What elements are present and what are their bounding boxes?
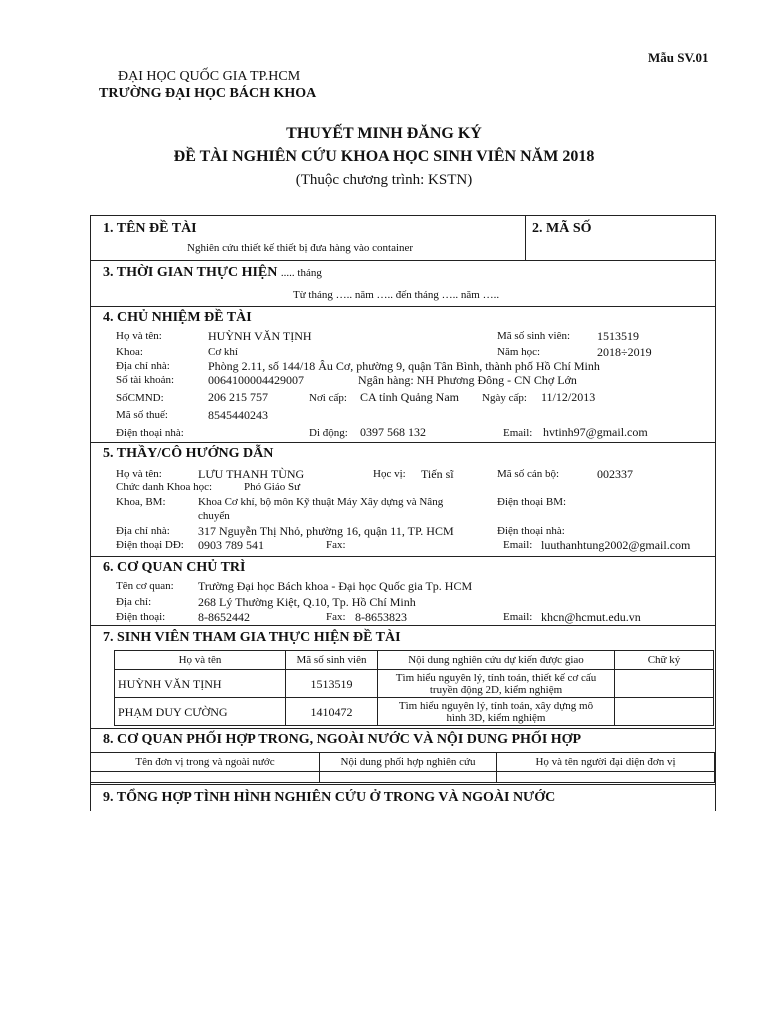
partners-table <box>90 752 715 783</box>
advisor-staff-id-label: Mã số cán bộ: <box>497 468 560 480</box>
leader-name: HUỲNH VĂN TỊNH <box>208 329 312 343</box>
divider <box>90 260 715 261</box>
participant-task <box>378 698 615 726</box>
advisor-dept: Khoa Cơ khí, bộ môn Kỹ thuật Máy Xây dựng và Nâng <box>198 496 444 508</box>
leader-issued-place-label: Nơi cấp: <box>309 392 347 404</box>
table-row <box>91 772 715 783</box>
task-line: hình 3D, kiểm nghiệm <box>446 711 546 724</box>
column-header-task: Nội dung nghiên cứu dự kiến được giao <box>378 651 615 670</box>
advisor-name-label: Họ và tên: <box>116 468 162 480</box>
column-header-partner-unit: Tên đơn vị trong và ngoài nước <box>91 753 320 772</box>
advisor-office-phone-label: Điện thoại BM: <box>497 496 567 508</box>
section-title-5: 5. THẦY/CÔ HƯỚNG DẪN <box>103 446 274 461</box>
section-title-2: 2. MÃ SỐ <box>532 221 592 236</box>
leader-issued-place: CA tỉnh Quảng Nam <box>360 390 459 404</box>
leader-tax: 8545440243 <box>208 408 268 422</box>
section-title-6: 6. CƠ QUAN CHỦ TRÌ <box>103 560 246 575</box>
column-header-partner-content: Nội dung phối hợp nghiên cứu <box>320 753 497 772</box>
advisor-degree: Tiến sĩ <box>421 467 454 481</box>
divider <box>90 625 715 626</box>
form-code: Mẫu SV.01 <box>648 50 709 65</box>
advisor-name: LƯU THANH TÙNG <box>198 467 305 481</box>
leader-email-label: Email: <box>503 427 533 439</box>
leader-mobile: 0397 568 132 <box>360 425 426 439</box>
divider <box>90 728 715 729</box>
divider <box>90 306 715 307</box>
leader-issued-date-label: Ngày cấp: <box>482 392 527 404</box>
advisor-mobile: 0903 789 541 <box>198 538 264 552</box>
advisor-address-label: Địa chỉ nhà: <box>116 525 170 537</box>
divider <box>90 442 715 443</box>
partner-content-cell <box>320 772 497 783</box>
column-header-name: Họ và tên <box>115 651 286 670</box>
leader-bank: Ngân hàng: NH Phương Đông - CN Chợ Lớn <box>358 373 577 387</box>
table-row <box>115 670 714 698</box>
participant-id: 1410472 <box>286 698 378 726</box>
leader-faculty: Cơ khí <box>208 346 238 358</box>
program-note: (Thuộc chương trình: KSTN) <box>295 172 473 188</box>
advisor-email-label: Email: <box>503 539 533 551</box>
host-address-label: Địa chỉ: <box>116 596 152 608</box>
leader-home-phone-label: Điện thoại nhà: <box>116 427 184 439</box>
leader-account-label: Số tài khoản: <box>116 374 175 386</box>
duration-range: Từ tháng ….. năm ….. đến tháng ….. năm ….. <box>293 289 500 301</box>
leader-id-label: SốCMND: <box>116 392 164 404</box>
host-org: Trường Đại học Bách khoa - Đại học Quốc gia Tp. HCM <box>198 579 473 593</box>
leader-email: hvtinh97@gmail.com <box>543 425 648 439</box>
leader-address-label: Địa chỉ nhà: <box>116 360 170 372</box>
advisor-degree-label: Học vị: <box>373 468 406 480</box>
host-email-label: Email: <box>503 611 533 623</box>
advisor-mobile-label: Điện thoại DĐ: <box>116 539 184 551</box>
document-title: THUYẾT MINH ĐĂNG KÝ <box>286 125 482 142</box>
advisor-title: Phó Giáo Sư <box>244 481 301 493</box>
host-email: khcn@hcmut.edu.vn <box>541 610 641 624</box>
divider <box>90 556 715 557</box>
host-address: 268 Lý Thường Kiệt, Q.10, Tp. Hồ Chí Minh <box>198 595 416 609</box>
host-org-label: Tên cơ quan: <box>116 580 174 592</box>
section-title-3 <box>103 265 322 281</box>
task-line: truyền động 2D, kiểm nghiệm <box>429 683 563 696</box>
advisor-home-phone-label: Điện thoại nhà: <box>497 525 565 537</box>
host-phone-label: Điện thoại: <box>116 611 166 623</box>
task-line: Tìm hiểu nguyên lý, tính toán, xây dựng mô <box>398 699 594 712</box>
section-title-9: 9. TỔNG HỢP TÌNH HÌNH NGHIÊN CỨU Ở TRONG VÀ NGOÀI NƯỚC <box>103 790 556 805</box>
advisor-dept-label: Khoa, BM: <box>116 496 166 508</box>
host-phone: 8-8652442 <box>198 610 250 624</box>
participants-table <box>114 650 714 726</box>
table-row <box>115 698 714 726</box>
section-3-heading: 3. THỜI GIAN THỰC HIỆN <box>103 265 278 280</box>
advisor-title-label: Chức danh Khoa học: <box>116 481 213 493</box>
participant-name: PHẠM DUY CƯỜNG <box>115 698 286 726</box>
partner-rep-cell <box>497 772 715 783</box>
advisor-email: luuthanhtung2002@gmail.com <box>541 538 691 552</box>
leader-year: 2018÷2019 <box>597 345 652 359</box>
section-title-1: 1. TÊN ĐỀ TÀI <box>103 221 197 236</box>
advisor-fax-label: Fax: <box>326 539 346 551</box>
host-fax-label: Fax: <box>326 611 346 623</box>
leader-student-id: 1513519 <box>597 329 639 343</box>
participant-signature <box>615 698 714 726</box>
advisor-dept-cont: chuyển <box>198 510 230 522</box>
school-name: TRƯỜNG ĐẠI HỌC BÁCH KHOA <box>99 86 317 101</box>
advisor-staff-id: 002337 <box>597 467 633 481</box>
divider <box>525 215 526 260</box>
table-header-row <box>115 651 714 670</box>
university-name: ĐẠI HỌC QUỐC GIA TP.HCM <box>118 69 301 84</box>
participant-name: HUỲNH VĂN TỊNH <box>115 670 286 698</box>
column-header-signature: Chữ ký <box>615 651 714 670</box>
leader-id-number: 206 215 757 <box>208 390 268 404</box>
document-subtitle: ĐỀ TÀI NGHIÊN CỨU KHOA HỌC SINH VIÊN NĂM 2018 <box>173 148 595 165</box>
task-line: Tìm hiểu nguyên lý, tính toán, thiết kế cơ cấu <box>395 671 597 684</box>
leader-issued-date: 11/12/2013 <box>541 390 596 404</box>
leader-tax-label: Mã số thuế: <box>116 409 168 421</box>
participant-task <box>378 670 615 698</box>
leader-year-label: Năm học: <box>497 346 541 358</box>
leader-faculty-label: Khoa: <box>116 346 143 358</box>
leader-name-label: Họ và tên: <box>116 330 162 342</box>
leader-account: 0064100004429007 <box>208 373 304 387</box>
leader-address: Phòng 2.11, số 144/18 Âu Cơ, phường 9, quận Tân Bình, thành phố Hồ Chí Minh <box>208 359 600 373</box>
host-fax: 8-8653823 <box>355 610 407 624</box>
section-title-7: 7. SINH VIÊN THAM GIA THỰC HIỆN ĐỀ TÀI <box>103 630 401 645</box>
table-header-row <box>91 753 715 772</box>
leader-student-id-label: Mã số sinh viên: <box>497 330 571 342</box>
section-title-8: 8. CƠ QUAN PHỐI HỢP TRONG, NGOÀI NƯỚC VÀ NỘI DUNG PHỐI HỢP <box>103 732 582 747</box>
leader-mobile-label: Di động: <box>309 427 348 439</box>
duration-months: ..... tháng <box>280 267 322 279</box>
project-title: Nghiên cứu thiết kế thiết bị đưa hàng vào container <box>187 242 414 254</box>
column-header-student-id: Mã số sinh viên <box>286 651 378 670</box>
divider <box>90 784 715 785</box>
advisor-address: 317 Nguyễn Thị Nhỏ, phường 16, quận 11, TP. HCM <box>198 524 454 538</box>
participant-signature <box>615 670 714 698</box>
participant-id: 1513519 <box>286 670 378 698</box>
section-title-4: 4. CHỦ NHIỆM ĐỀ TÀI <box>103 310 252 325</box>
column-header-partner-rep: Họ và tên người đại diện đơn vị <box>497 753 715 772</box>
partner-unit-cell <box>91 772 320 783</box>
